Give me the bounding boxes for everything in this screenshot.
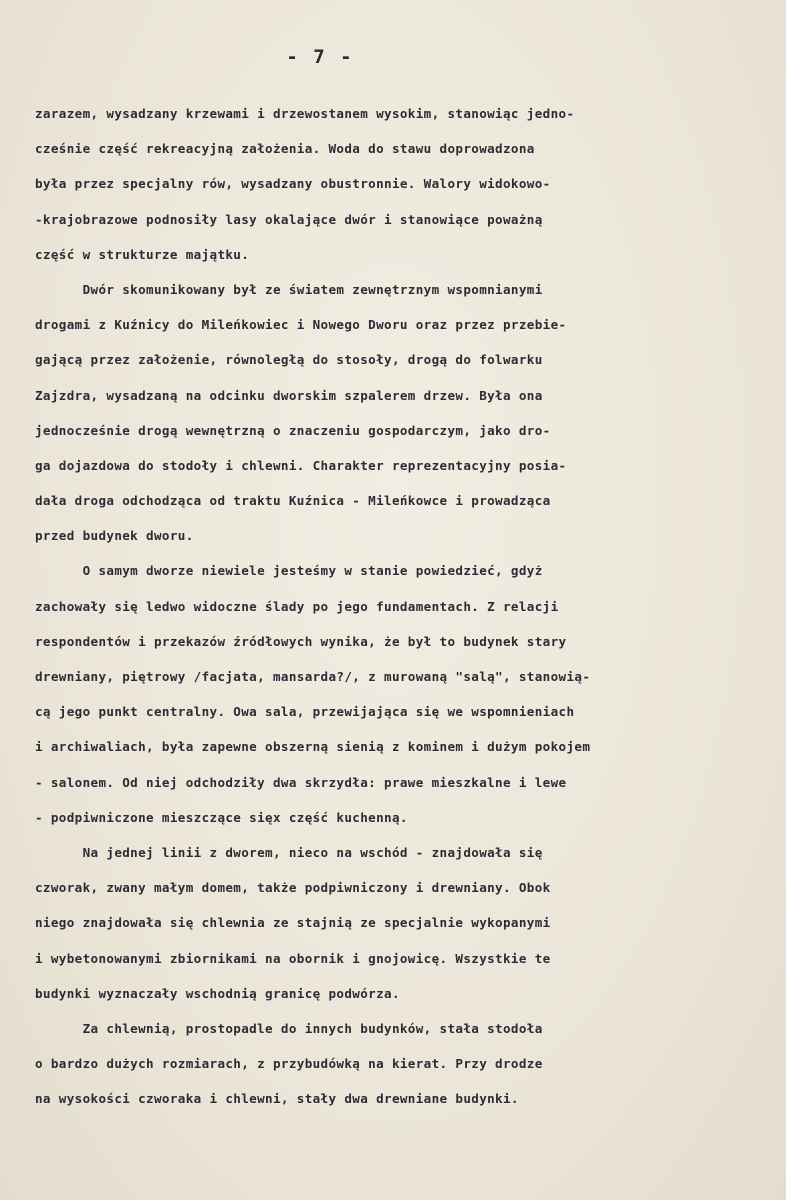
text-line: O samym dworze niewiele jesteśmy w stanie powiedzieć, gdyż (35, 563, 543, 579)
text-line: przed budynek dworu. (35, 528, 194, 544)
text-line: drogami z Kuźnicy do Mileńkowiec i Nowego Dworu oraz przez przebie- (35, 317, 567, 333)
text-line: dała droga odchodząca od traktu Kuźnica - Mileńkowce i prowadząca (35, 493, 551, 509)
text-line: i wybetonowanymi zbiornikami na obornik i gnojowicę. Wszystkie te (35, 950, 551, 966)
text-line: drewniany, piętrowy /facjata, mansarda?/, z murowaną "salą", stanowią- (35, 669, 591, 684)
paragraph (35, 272, 775, 554)
page-number: - 7 - (286, 46, 354, 68)
text-line: była przez specjalny rów, wysadzany obustronnie. Walory widokowo- (35, 176, 551, 192)
text-line: Dwór skomunikowany był ze światem zewnętrznym wspomnianymi (35, 281, 543, 297)
text-line: czworak, zwany małym domem, także podpiwniczony i drewniany. Obok (35, 880, 551, 896)
paragraph (35, 96, 775, 272)
body-text (35, 96, 775, 1116)
text-line: gającą przez założenie, równoległą do stosoły, drogą do folwarku (35, 352, 543, 368)
text-line: Zajzdra, wysadzaną na odcinku dworskim szpalerem drzew. Była ona (35, 387, 543, 403)
text-line: część w strukturze majątku. (35, 246, 250, 262)
text-line: i archiwaliach, była zapewne obszerną sienią z kominem i dużym pokojem (35, 739, 591, 755)
text-line: na wysokości czworaka i chlewni, stały dwa drewniane budynki. (35, 1091, 519, 1107)
text-line: cześnie część rekreacyjną założenia. Woda do stawu doprowadzona (35, 141, 535, 157)
paragraph (35, 1011, 775, 1117)
text-line: Na jednej linii z dworem, nieco na wschód - znajdowała się (35, 844, 543, 860)
text-line: - salonem. Od niej odchodziły dwa skrzydła: prawe mieszkalne i lewe (35, 774, 567, 790)
text-line: niego znajdowała się chlewnia ze stajnią ze specjalnie wykopanymi (35, 915, 551, 931)
paragraph (35, 835, 775, 1011)
text-line: respondentów i przekazów źródłowych wynika, że był to budynek stary (35, 633, 567, 649)
text-line: ga dojazdowa do stodoły i chlewni. Charakter reprezentacyjny posia- (35, 457, 567, 473)
text-line: jednocześnie drogą wewnętrzną o znaczeniu gospodarczym, jako dro- (35, 422, 551, 438)
text-line: cą jego punkt centralny. Owa sala, przewijająca się we wspomnieniach (35, 704, 575, 720)
text-line: - podpiwniczone mieszczące sięx część kuchenną. (35, 809, 408, 825)
text-line: zachowały się ledwo widoczne ślady po jego fundamentach. Z relacji (35, 598, 559, 614)
text-line: budynki wyznaczały wschodnią granicę podwórza. (35, 985, 400, 1001)
paragraph (35, 553, 775, 835)
text-line: o bardzo dużych rozmiarach, z przybudówką na kierat. Przy drodze (35, 1056, 543, 1072)
text-line: Za chlewnią, prostopadle do innych budynków, stała stodoła (35, 1020, 543, 1036)
text-line: zarazem, wysadzany krzewami i drzewostanem wysokim, stanowiąc jedno- (35, 106, 575, 121)
text-line: -krajobrazowe podnosiły lasy okalające dwór i stanowiące poważną (35, 211, 543, 227)
